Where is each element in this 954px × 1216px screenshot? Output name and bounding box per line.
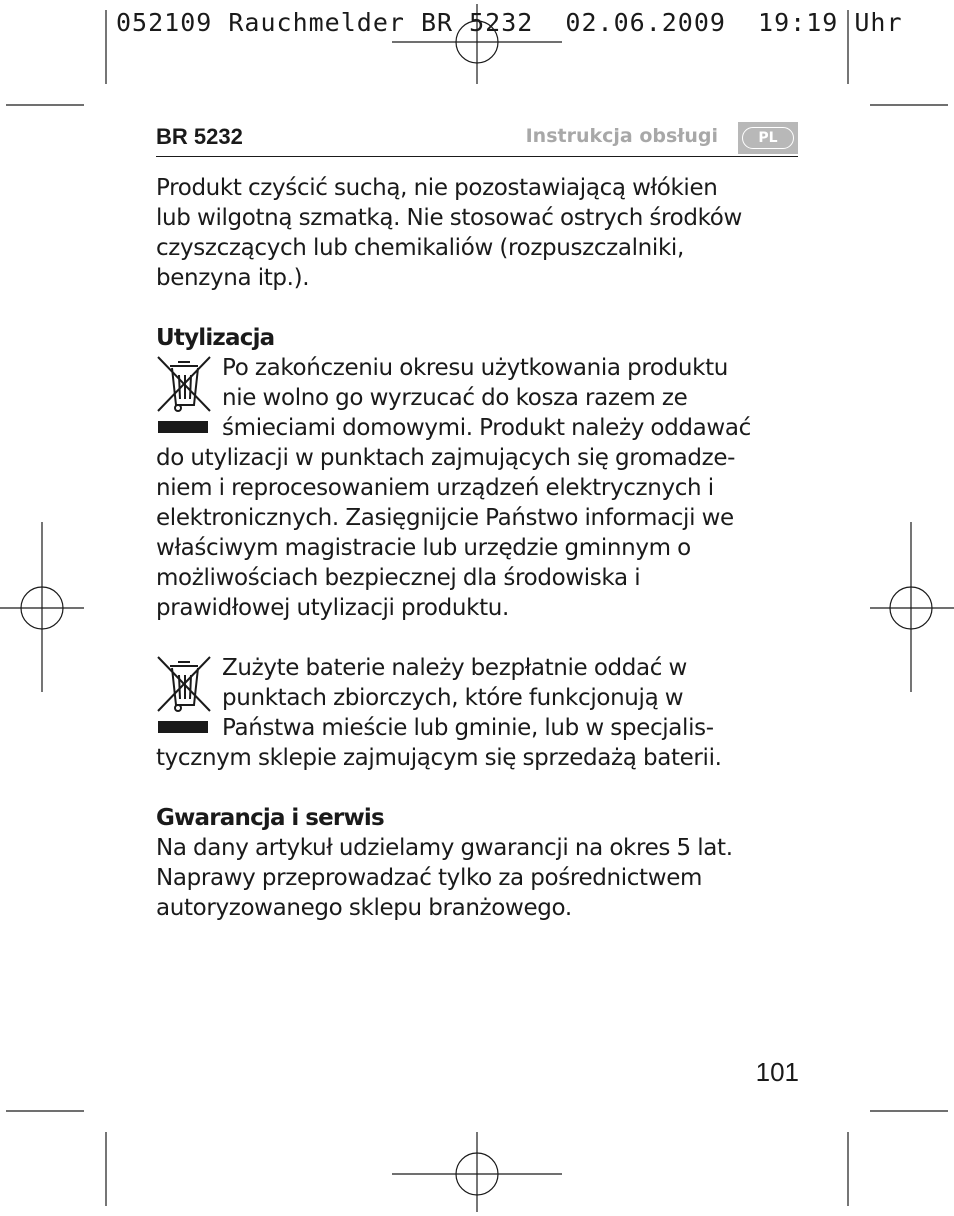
manual-title: Instrukcja obsługi bbox=[525, 125, 718, 147]
text-line: nie wolno go wyrzucać do kosza razem ze bbox=[222, 385, 688, 411]
page-header bbox=[156, 122, 798, 157]
text-line: Zużyte baterie należy bezpłatnie oddać w bbox=[222, 655, 688, 681]
text-line: czyszczących lub chemikaliów (rozpuszczalniki, bbox=[156, 235, 684, 261]
disposal-heading: Utylizacja bbox=[156, 325, 275, 351]
text-line: właściwym magistracie lub urzędzie gminnym o bbox=[156, 535, 691, 561]
batteries-paragraph bbox=[156, 653, 816, 773]
text-line: benzyna itp.). bbox=[156, 265, 310, 291]
language-label: PL bbox=[742, 127, 794, 149]
warranty-heading: Gwarancja i serwis bbox=[156, 805, 384, 831]
text-line: Po zakończeniu okresu użytkowania produktu bbox=[222, 355, 728, 381]
text-line: niem i reprocesowaniem urządzeń elektrycznych i bbox=[156, 475, 714, 501]
text-line: lub wilgotną szmatką. Nie stosować ostrych środków bbox=[156, 205, 742, 231]
model-number: BR 5232 bbox=[156, 124, 243, 149]
registration-mark-icon bbox=[0, 522, 84, 692]
print-slug: 052109 Rauchmelder BR 5232 02.06.2009 19:19 Uhr bbox=[116, 8, 903, 37]
text-line: Państwa mieście lub gminie, lub w specjalis- bbox=[222, 715, 714, 741]
text-line: możliwościach bezpiecznej dla środowiska i bbox=[156, 565, 641, 591]
registration-mark-icon bbox=[870, 522, 954, 692]
registration-mark-icon bbox=[392, 1132, 562, 1212]
text-line: prawidłowej utylizacji produktu. bbox=[156, 595, 509, 621]
warranty-paragraph bbox=[156, 833, 816, 923]
text-line: Produkt czyścić suchą, nie pozostawiającą włókien bbox=[156, 175, 718, 201]
text-line: autoryzowanego sklepu branżowego. bbox=[156, 895, 572, 921]
crossed-out-wheelie-bin-icon bbox=[156, 655, 214, 735]
intro-paragraph bbox=[156, 173, 816, 293]
language-badge bbox=[738, 122, 798, 154]
text-line: do utylizacji w punktach zajmujących się gromadze- bbox=[156, 445, 736, 471]
disposal-paragraph bbox=[156, 353, 816, 623]
text-line: Na dany artykuł udzielamy gwarancji na okres 5 lat. bbox=[156, 835, 733, 861]
text-line: śmieciami domowymi. Produkt należy oddawać bbox=[222, 415, 751, 441]
page-content bbox=[156, 173, 816, 923]
registration-mark-icon bbox=[392, 4, 562, 84]
text-line: tycznym sklepie zajmującym się sprzedażą baterii. bbox=[156, 745, 722, 771]
text-line: elektronicznych. Zasięgnijcie Państwo informacji we bbox=[156, 505, 734, 531]
text-line: punktach zbiorczych, które funkcjonują w bbox=[222, 685, 684, 711]
crossed-out-wheelie-bin-icon bbox=[156, 355, 214, 435]
page-number: 101 bbox=[755, 1057, 799, 1087]
text-line: Naprawy przeprowadzać tylko za pośrednictwem bbox=[156, 865, 703, 891]
